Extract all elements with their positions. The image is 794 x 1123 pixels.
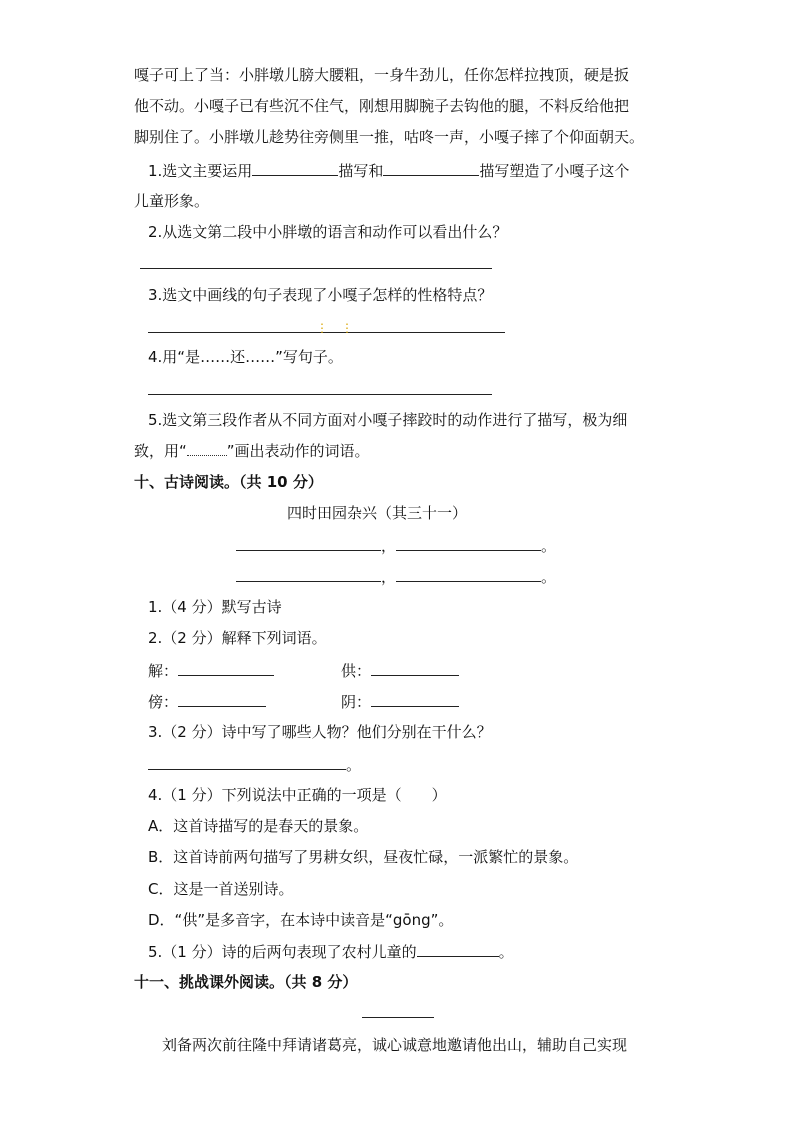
word-label: 解： — [148, 662, 179, 680]
decorative-dots: ⋮ — [341, 321, 353, 335]
question-5-text-a: 致，用“ — [134, 442, 187, 460]
section-10-heading: 十、古诗阅读。（共 10 分） — [134, 473, 323, 491]
poem-question-1: 1.（4 分）默写古诗 — [148, 598, 282, 616]
answer-blank[interactable] — [396, 566, 541, 582]
poem-line-2 — [236, 566, 556, 587]
title-blank-line[interactable] — [362, 1017, 434, 1018]
poem-line-1 — [236, 535, 556, 556]
question-1-text-c: 描写塑造了小嘎子这个 — [479, 162, 630, 180]
option-b: B．这首诗前两句描写了男耕女织，昼夜忙碌，一派繁忙的景象。 — [148, 848, 579, 866]
question-5: 5.选文第三段作者从不同方面对小嘎子摔跤时的动作进行了描写，极为细 — [148, 411, 628, 429]
question-4: 4.用“是……还……”写句子。 — [148, 348, 343, 366]
word-yin — [341, 691, 459, 712]
answer-line[interactable] — [148, 394, 492, 395]
period: 。 — [498, 943, 514, 961]
answer-blank[interactable] — [396, 535, 541, 551]
section-11-heading: 十一、挑战课外阅读。（共 8 分） — [134, 973, 358, 991]
answer-line[interactable] — [140, 268, 492, 269]
question-1-continued: 儿童形象。 — [134, 192, 210, 210]
decorative-dots: ⋮ — [316, 321, 328, 335]
word-label: 供： — [341, 662, 372, 680]
poem-question-5-text: 5.（1 分）诗的后两句表现了农村儿童的 — [148, 943, 417, 961]
poem-question-3: 3.（2 分）诗中写了哪些人物？他们分别在干什么？ — [148, 723, 492, 741]
question-5-continued — [134, 441, 370, 461]
option-a: A．这首诗描写的是春天的景象。 — [148, 817, 369, 835]
word-label: 阴： — [341, 693, 372, 711]
option-d: D．“供”是多音字，在本诗中读音是“gōng”。 — [148, 911, 454, 929]
answer-blank[interactable] — [252, 160, 338, 176]
question-3: 3.选文中画线的句子表现了小嘎子怎样的性格特点？ — [148, 286, 493, 304]
word-bang — [148, 691, 266, 712]
poem-question-3-answer — [148, 754, 361, 775]
poem-question-5 — [148, 941, 514, 962]
passage-line-1: 嘎子可上了当：小胖墩儿膀大腰粗，一身牛劲儿，任你怎样拉拽顶，硬是扳 — [134, 66, 630, 84]
word-jie — [148, 660, 274, 681]
word-label: 傍： — [148, 693, 179, 711]
option-c: C．这是一首送别诗。 — [148, 880, 294, 898]
question-5-text-b: ”画出表动作的词语。 — [226, 442, 370, 460]
poem-title: 四时田园杂兴（其三十一） — [287, 504, 468, 522]
passage-line-2: 他不动。小嘎子已有些沉不住气，刚想用脚腕子去钩他的腿，不料反给他把 — [134, 97, 630, 115]
question-1-text-b: 描写和 — [338, 162, 384, 180]
answer-blank[interactable] — [178, 691, 266, 707]
question-2: 2.从选文第二段中小胖墩的语言和动作可以看出什么？ — [148, 223, 508, 241]
answer-blank[interactable] — [371, 660, 459, 676]
period: 。 — [541, 537, 557, 555]
period: 。 — [346, 756, 362, 774]
comma: ， — [381, 537, 397, 555]
word-gong — [341, 660, 459, 681]
reading-paragraph-1: 刘备两次前往隆中拜请诸葛亮，诚心诚意地邀请他出山，辅助自己实现 — [162, 1036, 628, 1054]
wavy-underline-sample — [187, 442, 227, 456]
period: 。 — [541, 568, 557, 586]
answer-blank[interactable] — [417, 941, 499, 957]
answer-blank[interactable] — [236, 566, 381, 582]
comma: ， — [381, 568, 397, 586]
passage-line-3: 脚别住了。小胖墩儿趁势往旁侧里一推，咕咚一声，小嘎子摔了个仰面朝天。 — [134, 128, 645, 146]
answer-blank[interactable] — [178, 660, 274, 676]
answer-blank[interactable] — [148, 754, 346, 770]
question-1 — [148, 160, 629, 181]
answer-blank[interactable] — [383, 160, 479, 176]
poem-question-2: 2.（2 分）解释下列词语。 — [148, 629, 327, 647]
poem-question-4: 4.（1 分）下列说法中正确的一项是（ ） — [148, 786, 447, 804]
question-1-text-a: 1.选文主要运用 — [148, 162, 253, 180]
answer-blank[interactable] — [236, 535, 381, 551]
answer-blank[interactable] — [371, 691, 459, 707]
